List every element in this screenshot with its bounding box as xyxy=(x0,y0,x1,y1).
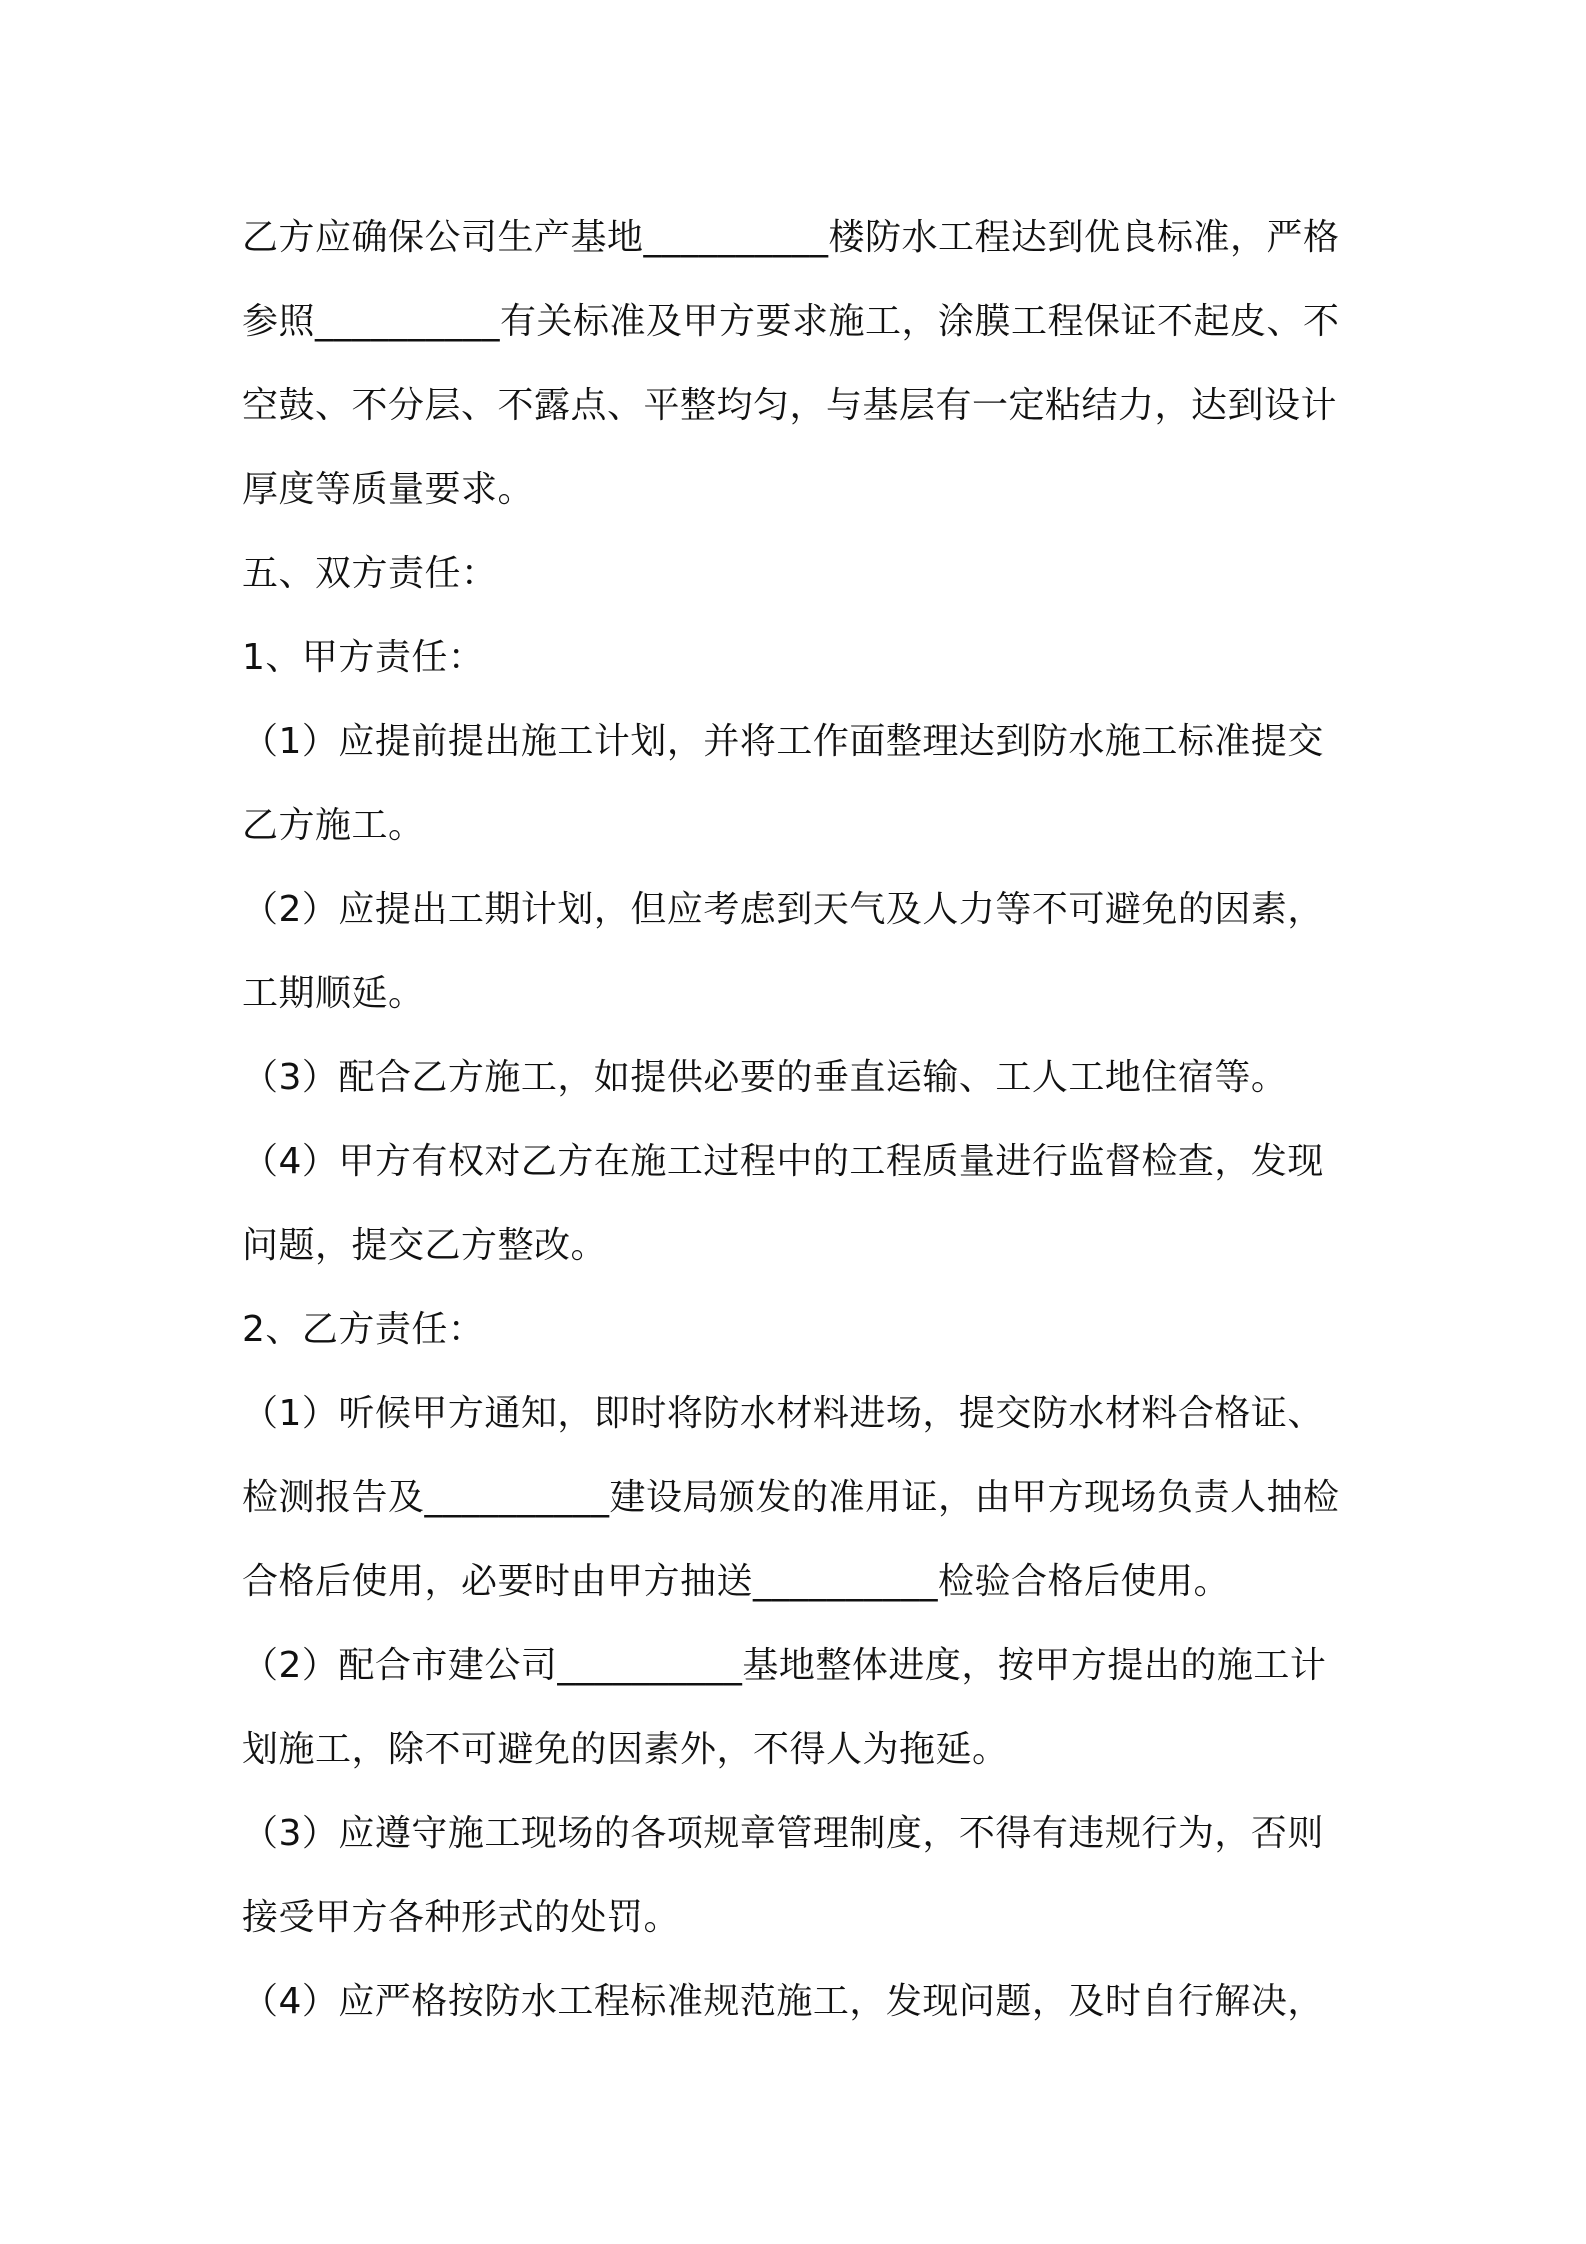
party-a-item-1-line-2: 乙方施工。 xyxy=(242,805,425,846)
paragraph-line-quality-3: 空鼓、不分层、不露点、平整均匀，与基层有一定粘结力，达到设计 xyxy=(242,385,1338,426)
section-heading-responsibilities: 五、双方责任： xyxy=(242,553,498,594)
document-body xyxy=(242,196,1362,2044)
party-b-item-1-line-2: 检测报告及__________建设局颁发的准用证，由甲方现场负责人抽检 xyxy=(242,1477,1340,1518)
party-a-item-1-line-1: （1）应提前提出施工计划，并将工作面整理达到防水施工标准提交 xyxy=(242,721,1324,762)
party-b-item-3-line-1: （3）应遵守施工现场的各项规章管理制度，不得有违规行为，否则 xyxy=(242,1813,1324,1854)
paragraph-line-quality-4: 厚度等质量要求。 xyxy=(242,469,535,510)
party-b-item-2-line-2: 划施工，除不可避免的因素外，不得人为拖延。 xyxy=(242,1729,1009,1770)
party-b-item-1-line-1: （1）听候甲方通知，即时将防水材料进场，提交防水材料合格证、 xyxy=(242,1393,1324,1434)
party-b-item-1-line-3: 合格后使用，必要时由甲方抽送__________检验合格后使用。 xyxy=(242,1561,1231,1602)
party-a-item-4-line-1: （4）甲方有权对乙方在施工过程中的工程质量进行监督检查，发现 xyxy=(242,1141,1324,1182)
party-a-item-2-line-2: 工期顺延。 xyxy=(242,973,425,1014)
party-a-item-2-line-1: （2）应提出工期计划，但应考虑到天气及人力等不可避免的因素， xyxy=(242,889,1324,930)
paragraph-line-quality-2: 参照__________有关标准及甲方要求施工，涂膜工程保证不起皮、不 xyxy=(242,301,1340,342)
party-b-item-3-line-2: 接受甲方各种形式的处罚。 xyxy=(242,1897,681,1938)
party-b-item-2-line-1: （2）配合市建公司__________基地整体进度，按甲方提出的施工计 xyxy=(242,1645,1327,1686)
party-a-item-3: （3）配合乙方施工，如提供必要的垂直运输、工人工地住宿等。 xyxy=(242,1057,1288,1098)
party-b-item-4-line-1: （4）应严格按防水工程标准规范施工，发现问题，及时自行解决， xyxy=(242,1981,1324,2022)
party-a-item-4-line-2: 问题，提交乙方整改。 xyxy=(242,1225,608,1266)
paragraph-line-quality-1: 乙方应确保公司生产基地__________楼防水工程达到优良标准，严格 xyxy=(242,217,1340,258)
subheading-party-b: 2、乙方责任： xyxy=(242,1309,485,1350)
subheading-party-a: 1、甲方责任： xyxy=(242,637,485,678)
